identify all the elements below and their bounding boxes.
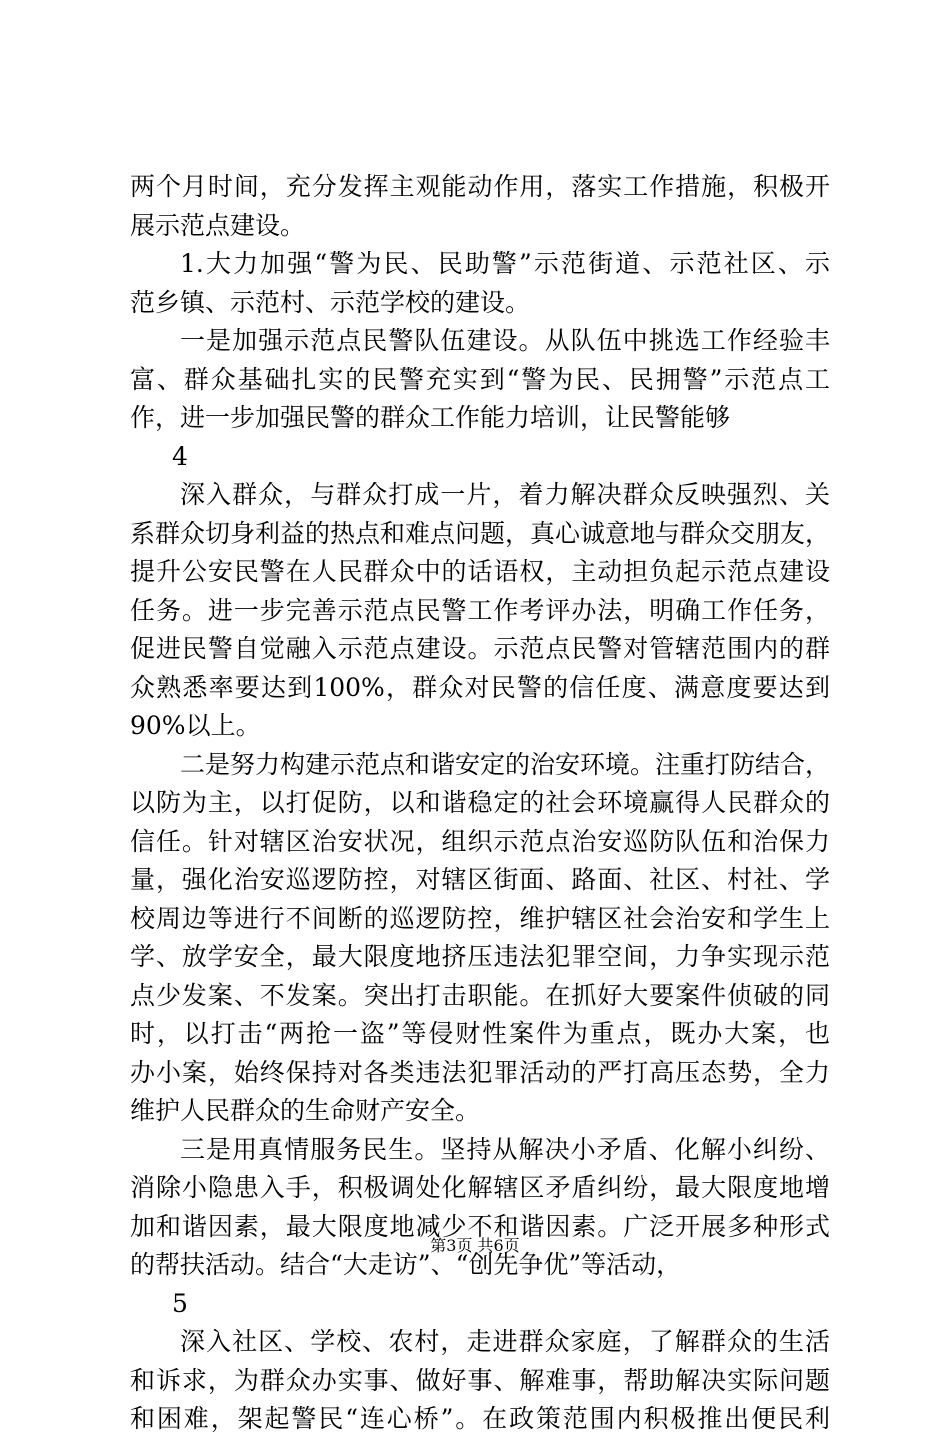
text-line: 维护人民群众的生命财产安全。: [130, 1096, 481, 1125]
text-line: 学、放学安全，最大限度地挤压违法犯罪空间，力争实现示范: [130, 942, 830, 971]
text-line: 促进民警自觉融入示范点建设。示范点民警对管辖范围内的群: [130, 634, 830, 663]
text-line: 三是用真情服务民生。坚持从解决小矛盾、化解小纠纷、: [180, 1134, 830, 1164]
inline-page-number: 5: [172, 1288, 188, 1318]
text-line: 点少发案、不发案。突出打击职能。在抓好大要案件侦破的同: [130, 980, 830, 1010]
text-line: 作，进一步加强民警的群众工作能力培训，让民警能够: [130, 403, 731, 432]
text-line: 90%以上。: [130, 711, 261, 740]
page-footer: 第3页 共6页: [430, 1236, 520, 1255]
text-line: 校周边等进行不间断的巡逻防控，维护辖区社会治安和学生上: [130, 903, 830, 933]
text-line: 一是加强示范点民警队伍建设。从队伍中挑选工作经验丰: [180, 326, 830, 355]
text-line: 深入群众，与群众打成一片，着力解决群众反映强烈、关: [180, 480, 830, 509]
text-line: 深入社区、学校、农村，走进群众家庭，了解群众的生活: [180, 1327, 830, 1356]
text-line: 以防为主，以打促防，以和谐稳定的社会环境赢得人民群众的: [130, 788, 830, 817]
text-line: 办小案，始终保持对各类违法犯罪活动的严打高压态势，全力: [130, 1057, 830, 1087]
text-line: 加和谐因素，最大限度地减少不和谐因素。广泛开展多种形式: [130, 1211, 830, 1241]
text-line: 任务。进一步完善示范点民警工作考评办法，明确工作任务，: [130, 595, 830, 625]
text-line: 量，强化治安巡逻防控，对辖区街面、路面、社区、村社、学: [130, 865, 830, 894]
inline-page-number: 4: [172, 441, 188, 471]
text-line: 众熟悉率要达到100%，群众对民警的信任度、满意度要达到: [130, 672, 830, 702]
text-line: 的帮扶活动。结合“大走访”、“创先争优”等活动，: [130, 1250, 682, 1279]
text-line: 信任。针对辖区治安状况，组织示范点治安巡防队伍和治保力: [130, 826, 830, 856]
text-line: 两个月时间，充分发挥主观能动作用，落实工作措施，积极开: [130, 172, 830, 201]
text-line: 系群众切身利益的热点和难点问题，真心诚意地与群众交朋友，: [130, 518, 831, 548]
text-line: 1.大力加强“警为民、民助警”示范街道、示范社区、示: [180, 249, 830, 278]
text-line: 消除小隐患入手，积极调处化解辖区矛盾纠纷，最大限度地增: [130, 1173, 830, 1202]
text-line: 展示范点建设。: [130, 210, 306, 240]
text-line: 时，以打击“两抢一盗”等侵财性案件为重点，既办大案，也: [130, 1019, 830, 1048]
text-line: 和困难，架起警民“连心桥”。在政策范围内积极推出便民利: [130, 1404, 830, 1433]
text-line: 范乡镇、示范村、示范学校的建设。: [130, 287, 531, 317]
text-line: 提升公安民警在人民群众中的话语权，主动担负起示范点建设: [130, 557, 830, 586]
text-line: 和诉求，为群众办实事、做好事、解难事，帮助解决实际问题: [130, 1365, 830, 1395]
text-line: 二是努力构建示范点和谐安定的治安环境。注重打防结合，: [180, 749, 831, 779]
text-line: 富、群众基础扎实的民警充实到“警为民、民拥警”示范点工: [130, 364, 830, 394]
